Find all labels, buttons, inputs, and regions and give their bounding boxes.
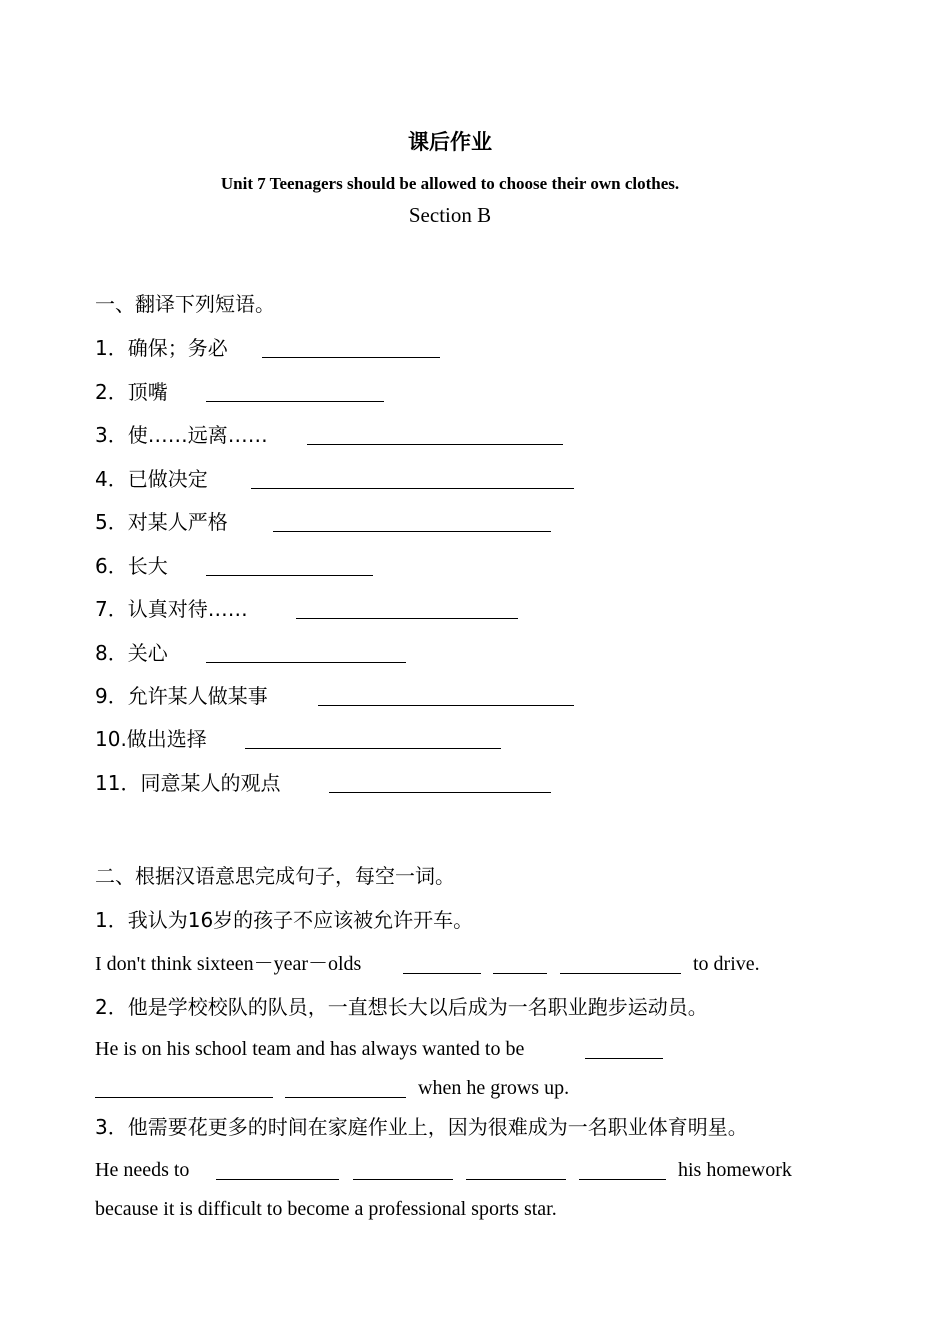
phrase-item-7: 7．认真对待…… <box>95 597 248 621</box>
answer-blank-5[interactable] <box>273 531 551 532</box>
q3-blank-2[interactable] <box>353 1179 453 1180</box>
phrase-item-8: 8．关心 <box>95 641 168 665</box>
phrase-item-5: 5．对某人严格 <box>95 510 228 534</box>
answer-blank-6[interactable] <box>206 575 373 576</box>
q3-blank-4[interactable] <box>579 1179 666 1180</box>
answer-blank-4[interactable] <box>251 488 574 489</box>
section-label: Section B <box>408 203 492 227</box>
phrase-item-4: 4．已做决定 <box>95 467 208 491</box>
answer-blank-1[interactable] <box>262 357 440 358</box>
part2-heading: 二、根据汉语意思完成句子，每空一词。 <box>95 864 455 888</box>
question-1-english-start: I don't think sixteen－year－olds <box>95 953 362 975</box>
phrase-item-1: 1．确保；务必 <box>95 336 228 360</box>
q3-blank-1[interactable] <box>216 1179 339 1180</box>
q3-blank-3[interactable] <box>466 1179 566 1180</box>
question-3-chinese: 3．他需要花更多的时间在家庭作业上，因为很难成为一名职业体育明星。 <box>95 1115 748 1139</box>
page-title: 课后作业 <box>408 130 492 154</box>
q2-blank-3[interactable] <box>285 1097 406 1098</box>
question-1-chinese: 1．我认为16岁的孩子不应该被允许开车。 <box>95 908 474 932</box>
q2-blank-1[interactable] <box>585 1058 663 1059</box>
question-1-english-end: to drive. <box>693 953 760 975</box>
answer-blank-7[interactable] <box>296 618 518 619</box>
phrase-item-9: 9．允许某人做某事 <box>95 684 268 708</box>
q1-blank-2[interactable] <box>493 973 547 974</box>
question-3-english-end: because it is difficult to become a professional sports star. <box>95 1198 557 1220</box>
question-2-english-start: He is on his school team and has always wanted to be <box>95 1038 525 1060</box>
phrase-item-10: 10.做出选择 <box>95 727 207 751</box>
answer-blank-8[interactable] <box>206 662 406 663</box>
phrase-item-3: 3．使……远离…… <box>95 423 268 447</box>
answer-blank-11[interactable] <box>329 792 551 793</box>
q1-blank-1[interactable] <box>403 973 481 974</box>
phrase-item-6: 6．长大 <box>95 554 168 578</box>
unit-subtitle: Unit 7 Teenagers should be allowed to choose their own clothes. <box>220 174 680 193</box>
phrase-item-2: 2．顶嘴 <box>95 380 168 404</box>
answer-blank-3[interactable] <box>307 444 563 445</box>
question-3-english-start: He needs to <box>95 1159 190 1181</box>
phrase-item-11: 11．同意某人的观点 <box>95 771 281 795</box>
answer-blank-2[interactable] <box>206 401 384 402</box>
part1-heading: 一、翻译下列短语。 <box>95 292 275 316</box>
q1-blank-3[interactable] <box>560 973 681 974</box>
answer-blank-10[interactable] <box>245 748 501 749</box>
answer-blank-9[interactable] <box>318 705 574 706</box>
question-2-english-end: when he grows up. <box>418 1077 570 1099</box>
question-3-english-mid: his homework <box>678 1159 792 1181</box>
q2-blank-2[interactable] <box>95 1097 273 1098</box>
question-2-chinese: 2．他是学校校队的队员，一直想长大以后成为一名职业跑步运动员。 <box>95 995 708 1019</box>
